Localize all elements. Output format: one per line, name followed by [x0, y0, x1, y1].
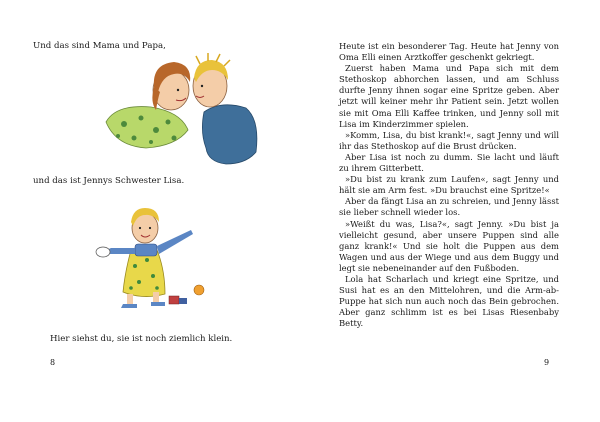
lisa-illustration	[95, 200, 215, 310]
paragraph-8: Lola hat Scharlach und kriegt eine Spritze, und Susi hat es an den Mittelohren, und die Arm-ab-Puppe hat sich nun auch noch das Bein gebrochen. Aber ganz schlimm ist es bei Lisas Riesenbaby Betty.	[339, 273, 559, 329]
caption-sister: und das ist Jennys Schwester Lisa.	[33, 176, 185, 186]
paragraph-4: Aber Lisa ist noch zu dumm. Sie lacht und läuft zu ihrem Gitterbett.	[339, 151, 559, 174]
lisa-figure	[96, 208, 193, 308]
toy-block-blue	[179, 298, 187, 304]
body-text	[339, 41, 559, 329]
right-page	[300, 0, 600, 422]
mama-figure	[106, 62, 190, 148]
paragraph-2: Zuerst haben Mama und Papa sich mit dem Stethoskop abhorchen lassen, und am Schluss durfte Jenny ihnen sogar eine Spritze geben. Aber jetzt will keiner mehr ihr Patient sein. Jetzt wollen sie mit Oma Elli Kaffee trinken, und Jenny soll mit Lisa im Kinderzimmer spielen.	[339, 63, 559, 129]
paragraph-6: Aber da fängt Lisa an zu schreien, und Jenny lässt sie lieber schnell wieder los.	[339, 196, 559, 218]
caption-small: Hier siehst du, sie ist noch ziemlich klein.	[50, 334, 233, 344]
page-number-left: 8	[50, 358, 56, 367]
toy-block-red	[169, 296, 179, 304]
toy-ball	[194, 285, 204, 295]
parents-illustration	[96, 52, 266, 170]
paragraph-1: Heute ist ein besonderer Tag. Heute hat Jenny von Oma Elli einen Arztkoffer geschenkt gekriegt.	[339, 41, 559, 63]
caption-parents: Und das sind Mama und Papa,	[33, 41, 166, 51]
paragraph-5: »Du bist zu krank zum Laufen«, sagt Jenny und hält sie am Arm fest. »Du brauchst eine Spritze!«	[339, 174, 559, 196]
paragraph-7: »Weißt du was, Lisa?«, sagt Jenny. »Du bist ja vielleicht gesund, aber unsere Puppen sind alle ganz krank!« Und sie holt die Puppen aus dem Wagen und aus der Wiege und aus dem Buggy und legt sie nebeneinander auf den Fußboden.	[339, 218, 559, 273]
paragraph-3: »Komm, Lisa, du bist krank!«, sagt Jenny und will ihr das Stethoskop auf die Brust drücken.	[339, 129, 559, 151]
page-number-right: 9	[544, 358, 550, 367]
papa-figure	[193, 53, 257, 164]
